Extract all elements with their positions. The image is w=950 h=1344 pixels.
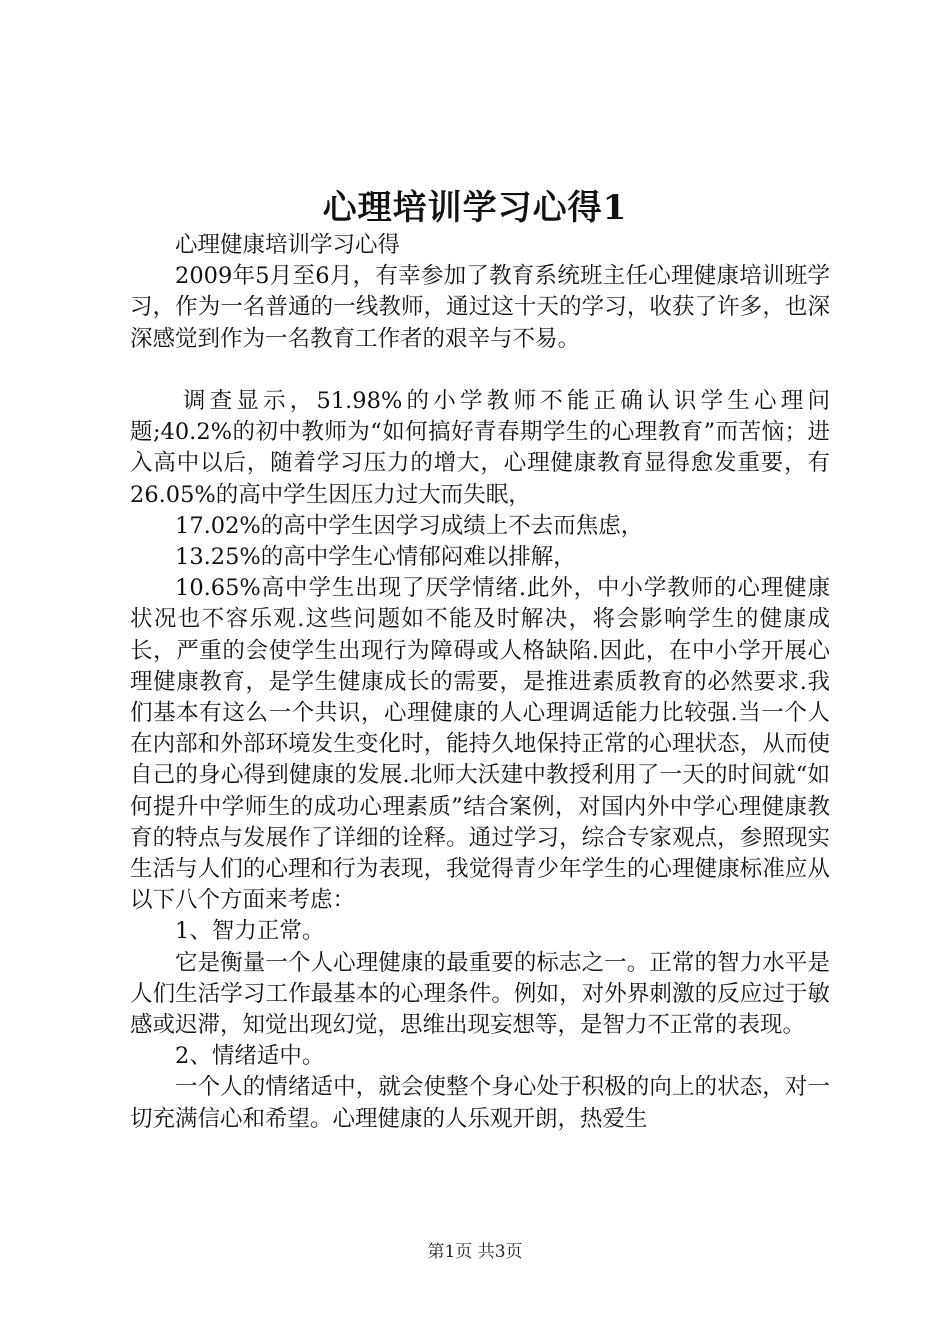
section-heading: 2、情绪适中。 bbox=[175, 1043, 325, 1070]
document-title: 心理培训学习心得1 bbox=[322, 188, 628, 228]
document-body bbox=[130, 230, 830, 1135]
analysis-paragraph: 10.65%高中学生出现了厌学情绪.此外，中小学教师的心理健康状况也不容乐观.这些问题如不能及时解决，将会影响学生的健康成长，严重的会使学生出现行为障碍或人格缺陷.因此，在中小学开展心理健康教育，是学生健康成长的需要，是推进素质教育的必然要求.我们基本有这么一个共识，心理健康的人心理调适能力比较强.当一个人在内部和外部环境发生变化时，能持久地保持正常的心理状态，从而使自己的身心得到健康的发展.北师大沃建中教授利用了一天的时间就“如何提升中学师生的成功心理素质”结合案例，对国内外中学心理健康教育的特点与发展作了详细的诠释。通过学习，综合专家观点，参照现实生活与人们的心理和行为表现，我觉得青少年学生的心理健康标准应从以下八个方面来考虑： bbox=[130, 575, 830, 914]
intro-paragraph: 2009年5月至6月，有幸参加了教育系统班主任心理健康培训班学习，作为一名普通的一线教师，通过这十天的学习，收获了许多，也深深感觉到作为一名教育工作者的艰辛与不易。 bbox=[130, 263, 830, 352]
survey-paragraph: 调查显示，51.98%的小学教师不能正确认识学生心理问题;40.2%的初中教师为“如何搞好青春期学生的心理教育”而苦恼；进入高中以后，随着学习压力的增大，心理健康教育显得愈发重要，有26.05%的高中学生因压力过大而失眠， bbox=[130, 388, 830, 508]
section-paragraph: 一个人的情绪适中，就会使整个身心处于积极的向上的状态，对一切充满信心和希望。心理健康的人乐观开朗，热爱生 bbox=[130, 1074, 830, 1132]
statistic-paragraph: 13.25%的高中学生心情郁闷难以排解， bbox=[175, 544, 576, 571]
statistic-paragraph: 17.02%的高中学生因学习成绩上不去而焦虑， bbox=[175, 512, 644, 539]
page-footer: 第1页 共3页 bbox=[427, 1242, 523, 1262]
subtitle-paragraph: 心理健康培训学习心得 bbox=[175, 232, 401, 258]
section-heading: 1、智力正常。 bbox=[175, 918, 325, 945]
section-paragraph: 它是衡量一个人心理健康的最重要的标志之一。正常的智力水平是人们生活学习工作最基本的心理条件。例如，对外界刺激的反应过于敏感或迟滞，知觉出现幻觉，思维出现妄想等，是智力不正常的表现。 bbox=[130, 949, 830, 1039]
